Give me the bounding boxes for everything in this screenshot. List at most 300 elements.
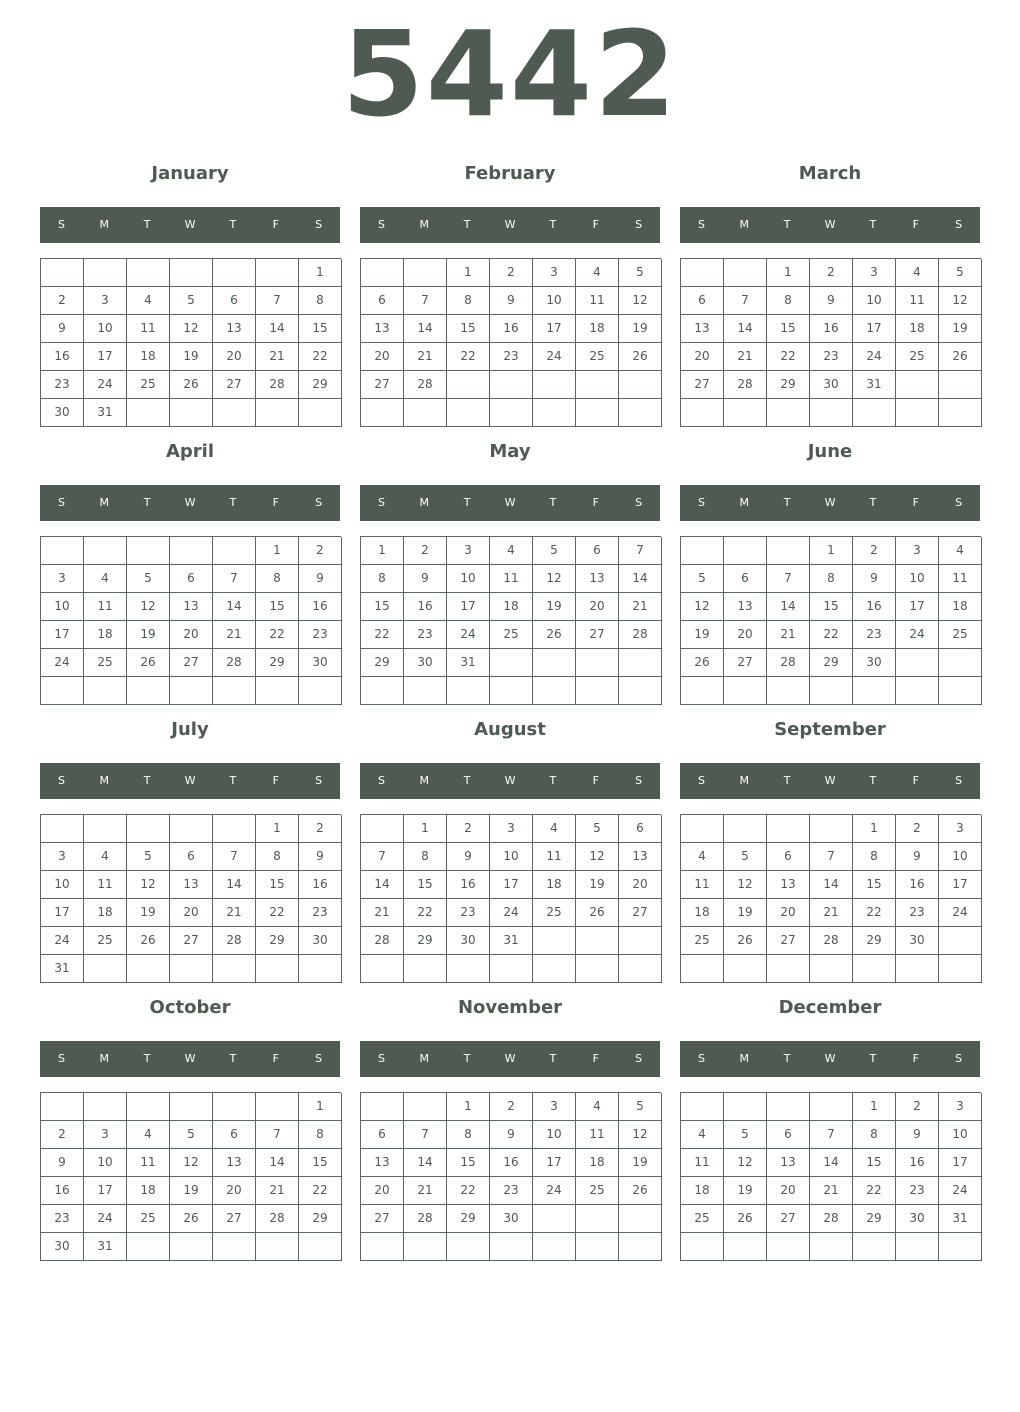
day-cell: 26 bbox=[576, 899, 619, 927]
empty-cell bbox=[576, 955, 619, 983]
day-cell: 2 bbox=[447, 815, 490, 843]
day-cell: 11 bbox=[533, 843, 576, 871]
weekday-label: S bbox=[57, 218, 65, 231]
day-cell: 25 bbox=[127, 1205, 170, 1233]
weekday-label: T bbox=[869, 496, 877, 509]
month-name: December bbox=[778, 997, 882, 1018]
day-cell: 10 bbox=[490, 843, 533, 871]
empty-cell bbox=[490, 1233, 533, 1261]
day-cell: 26 bbox=[724, 1205, 767, 1233]
weekday-label: F bbox=[592, 774, 599, 787]
day-cell: 31 bbox=[84, 399, 127, 427]
weekday-label: T bbox=[463, 1052, 471, 1065]
weekday-label: W bbox=[824, 774, 836, 787]
day-cell: 16 bbox=[299, 593, 342, 621]
weekday-label: T bbox=[143, 496, 151, 509]
empty-cell bbox=[404, 259, 447, 287]
day-cell: 3 bbox=[41, 565, 84, 593]
empty-cell bbox=[299, 955, 342, 983]
day-cell: 19 bbox=[170, 343, 213, 371]
weekday-label: T bbox=[549, 496, 557, 509]
empty-cell bbox=[127, 399, 170, 427]
weekday-label: S bbox=[955, 218, 963, 231]
weekday-label: T bbox=[463, 496, 471, 509]
day-cell: 19 bbox=[533, 593, 576, 621]
day-cell: 14 bbox=[767, 593, 810, 621]
weekday-label: F bbox=[912, 1052, 919, 1065]
day-grid bbox=[680, 536, 981, 705]
day-cell: 21 bbox=[213, 621, 256, 649]
day-cell: 1 bbox=[299, 1093, 342, 1121]
day-cell: 1 bbox=[853, 1093, 896, 1121]
day-cell: 20 bbox=[576, 593, 619, 621]
month-name: June bbox=[807, 441, 853, 462]
day-cell: 12 bbox=[170, 1149, 213, 1177]
empty-cell bbox=[299, 1233, 342, 1261]
day-cell: 20 bbox=[724, 621, 767, 649]
weekday-label: S bbox=[635, 218, 643, 231]
day-cell: 17 bbox=[490, 871, 533, 899]
weekday-label: S bbox=[57, 1052, 65, 1065]
empty-cell bbox=[724, 955, 767, 983]
day-cell: 23 bbox=[853, 621, 896, 649]
day-cell: 17 bbox=[939, 871, 982, 899]
day-cell: 21 bbox=[810, 1177, 853, 1205]
weekday-label: W bbox=[504, 218, 516, 231]
day-cell: 31 bbox=[84, 1233, 127, 1261]
weekday-label: M bbox=[99, 496, 110, 509]
weekday-label: M bbox=[99, 218, 110, 231]
weekday-label: M bbox=[419, 218, 430, 231]
day-cell: 9 bbox=[299, 843, 342, 871]
day-cell: 16 bbox=[41, 1177, 84, 1205]
day-cell: 10 bbox=[533, 287, 576, 315]
day-cell: 8 bbox=[361, 565, 404, 593]
empty-cell bbox=[170, 537, 213, 565]
empty-cell bbox=[127, 259, 170, 287]
day-cell: 2 bbox=[810, 259, 853, 287]
day-cell: 10 bbox=[41, 593, 84, 621]
day-cell: 17 bbox=[447, 593, 490, 621]
empty-cell bbox=[810, 399, 853, 427]
weekday-label: S bbox=[315, 218, 323, 231]
empty-cell bbox=[41, 815, 84, 843]
day-cell: 23 bbox=[447, 899, 490, 927]
day-cell: 20 bbox=[681, 343, 724, 371]
day-cell: 17 bbox=[84, 1177, 127, 1205]
day-cell: 24 bbox=[41, 927, 84, 955]
weekday-label: M bbox=[739, 218, 750, 231]
empty-cell bbox=[533, 371, 576, 399]
day-cell: 14 bbox=[213, 593, 256, 621]
day-cell: 5 bbox=[533, 537, 576, 565]
empty-cell bbox=[213, 259, 256, 287]
day-cell: 13 bbox=[361, 1149, 404, 1177]
weekday-label: F bbox=[272, 774, 279, 787]
day-cell: 24 bbox=[533, 343, 576, 371]
empty-cell bbox=[619, 371, 662, 399]
day-cell: 6 bbox=[767, 1121, 810, 1149]
empty-cell bbox=[361, 259, 404, 287]
day-cell: 17 bbox=[84, 343, 127, 371]
day-cell: 3 bbox=[939, 1093, 982, 1121]
day-cell: 22 bbox=[810, 621, 853, 649]
day-cell: 6 bbox=[213, 1121, 256, 1149]
empty-cell bbox=[767, 677, 810, 705]
empty-cell bbox=[767, 537, 810, 565]
day-cell: 19 bbox=[939, 315, 982, 343]
weekday-label: T bbox=[783, 496, 791, 509]
weekday-label: S bbox=[697, 774, 705, 787]
weekday-label: T bbox=[549, 774, 557, 787]
day-cell: 27 bbox=[724, 649, 767, 677]
day-cell: 20 bbox=[767, 899, 810, 927]
day-cell: 12 bbox=[681, 593, 724, 621]
day-cell: 23 bbox=[299, 899, 342, 927]
day-cell: 16 bbox=[41, 343, 84, 371]
empty-cell bbox=[767, 399, 810, 427]
empty-cell bbox=[170, 815, 213, 843]
day-cell: 9 bbox=[896, 1121, 939, 1149]
day-cell: 13 bbox=[213, 1149, 256, 1177]
day-cell: 22 bbox=[447, 343, 490, 371]
empty-cell bbox=[490, 649, 533, 677]
empty-cell bbox=[939, 955, 982, 983]
weekday-label: M bbox=[419, 1052, 430, 1065]
day-cell: 25 bbox=[127, 371, 170, 399]
empty-cell bbox=[619, 1205, 662, 1233]
empty-cell bbox=[41, 259, 84, 287]
empty-cell bbox=[213, 955, 256, 983]
day-cell: 3 bbox=[84, 1121, 127, 1149]
day-cell: 7 bbox=[404, 287, 447, 315]
day-cell: 1 bbox=[853, 815, 896, 843]
weekday-label: S bbox=[315, 496, 323, 509]
day-cell: 12 bbox=[127, 593, 170, 621]
empty-cell bbox=[724, 677, 767, 705]
day-cell: 24 bbox=[447, 621, 490, 649]
weekday-label: S bbox=[635, 774, 643, 787]
day-cell: 23 bbox=[490, 343, 533, 371]
day-cell: 5 bbox=[170, 1121, 213, 1149]
empty-cell bbox=[576, 927, 619, 955]
day-cell: 11 bbox=[576, 1121, 619, 1149]
month-name: October bbox=[149, 997, 231, 1018]
day-cell: 5 bbox=[724, 843, 767, 871]
day-cell: 25 bbox=[681, 1205, 724, 1233]
weekday-label: T bbox=[783, 774, 791, 787]
empty-cell bbox=[533, 677, 576, 705]
weekday-label: F bbox=[912, 774, 919, 787]
day-cell: 20 bbox=[361, 1177, 404, 1205]
empty-cell bbox=[84, 259, 127, 287]
weekday-header bbox=[40, 485, 340, 521]
day-cell: 22 bbox=[853, 1177, 896, 1205]
day-cell: 30 bbox=[447, 927, 490, 955]
weekday-label: S bbox=[315, 1052, 323, 1065]
day-cell: 2 bbox=[299, 537, 342, 565]
day-cell: 20 bbox=[213, 343, 256, 371]
weekday-header bbox=[680, 763, 980, 799]
day-grid bbox=[360, 536, 661, 705]
day-cell: 8 bbox=[853, 1121, 896, 1149]
empty-cell bbox=[533, 649, 576, 677]
empty-cell bbox=[619, 1233, 662, 1261]
day-cell: 14 bbox=[810, 1149, 853, 1177]
day-cell: 30 bbox=[299, 927, 342, 955]
day-cell: 20 bbox=[767, 1177, 810, 1205]
day-cell: 13 bbox=[213, 315, 256, 343]
day-cell: 18 bbox=[490, 593, 533, 621]
day-cell: 30 bbox=[896, 927, 939, 955]
day-cell: 3 bbox=[853, 259, 896, 287]
day-cell: 9 bbox=[896, 843, 939, 871]
day-cell: 7 bbox=[361, 843, 404, 871]
day-cell: 3 bbox=[41, 843, 84, 871]
empty-cell bbox=[939, 371, 982, 399]
day-cell: 10 bbox=[939, 1121, 982, 1149]
day-cell: 13 bbox=[576, 565, 619, 593]
day-cell: 28 bbox=[213, 927, 256, 955]
weekday-header bbox=[40, 207, 340, 243]
day-cell: 14 bbox=[619, 565, 662, 593]
day-cell: 24 bbox=[896, 621, 939, 649]
empty-cell bbox=[170, 1233, 213, 1261]
day-cell: 6 bbox=[213, 287, 256, 315]
day-cell: 12 bbox=[619, 1121, 662, 1149]
empty-cell bbox=[896, 371, 939, 399]
day-cell: 13 bbox=[724, 593, 767, 621]
empty-cell bbox=[533, 1205, 576, 1233]
weekday-header bbox=[680, 485, 980, 521]
day-cell: 25 bbox=[533, 899, 576, 927]
day-cell: 21 bbox=[810, 899, 853, 927]
month-name: May bbox=[489, 441, 531, 462]
day-cell: 24 bbox=[84, 371, 127, 399]
day-cell: 4 bbox=[939, 537, 982, 565]
day-cell: 12 bbox=[127, 871, 170, 899]
day-cell: 16 bbox=[896, 871, 939, 899]
empty-cell bbox=[213, 1233, 256, 1261]
day-cell: 8 bbox=[299, 1121, 342, 1149]
day-cell: 9 bbox=[41, 315, 84, 343]
weekday-label: S bbox=[377, 1052, 385, 1065]
day-cell: 11 bbox=[127, 315, 170, 343]
day-cell: 18 bbox=[681, 899, 724, 927]
day-cell: 31 bbox=[853, 371, 896, 399]
day-cell: 2 bbox=[896, 815, 939, 843]
empty-cell bbox=[681, 537, 724, 565]
weekday-label: W bbox=[184, 774, 196, 787]
day-cell: 4 bbox=[681, 843, 724, 871]
day-cell: 18 bbox=[681, 1177, 724, 1205]
day-grid bbox=[360, 1092, 661, 1261]
empty-cell bbox=[533, 955, 576, 983]
weekday-label: T bbox=[869, 774, 877, 787]
weekday-label: S bbox=[377, 496, 385, 509]
weekday-label: S bbox=[955, 1052, 963, 1065]
day-cell: 23 bbox=[41, 371, 84, 399]
weekday-label: W bbox=[504, 1052, 516, 1065]
day-cell: 7 bbox=[404, 1121, 447, 1149]
day-cell: 18 bbox=[84, 899, 127, 927]
empty-cell bbox=[576, 399, 619, 427]
day-cell: 14 bbox=[810, 871, 853, 899]
day-cell: 5 bbox=[681, 565, 724, 593]
empty-cell bbox=[724, 259, 767, 287]
day-cell: 21 bbox=[404, 343, 447, 371]
day-cell: 30 bbox=[299, 649, 342, 677]
empty-cell bbox=[256, 399, 299, 427]
empty-cell bbox=[576, 371, 619, 399]
day-cell: 22 bbox=[256, 621, 299, 649]
day-cell: 6 bbox=[619, 815, 662, 843]
weekday-label: F bbox=[592, 496, 599, 509]
day-cell: 12 bbox=[619, 287, 662, 315]
empty-cell bbox=[619, 927, 662, 955]
day-cell: 13 bbox=[681, 315, 724, 343]
empty-cell bbox=[404, 399, 447, 427]
empty-cell bbox=[256, 259, 299, 287]
day-cell: 30 bbox=[853, 649, 896, 677]
day-cell: 14 bbox=[256, 1149, 299, 1177]
empty-cell bbox=[681, 399, 724, 427]
weekday-label: W bbox=[184, 218, 196, 231]
empty-cell bbox=[84, 955, 127, 983]
empty-cell bbox=[681, 955, 724, 983]
empty-cell bbox=[939, 927, 982, 955]
day-cell: 5 bbox=[127, 565, 170, 593]
weekday-label: S bbox=[955, 774, 963, 787]
day-cell: 7 bbox=[256, 287, 299, 315]
day-cell: 7 bbox=[767, 565, 810, 593]
day-cell: 19 bbox=[681, 621, 724, 649]
day-cell: 8 bbox=[256, 565, 299, 593]
empty-cell bbox=[213, 399, 256, 427]
empty-cell bbox=[767, 955, 810, 983]
day-cell: 28 bbox=[619, 621, 662, 649]
day-cell: 9 bbox=[299, 565, 342, 593]
day-cell: 10 bbox=[896, 565, 939, 593]
empty-cell bbox=[127, 677, 170, 705]
day-cell: 20 bbox=[361, 343, 404, 371]
empty-cell bbox=[41, 677, 84, 705]
day-cell: 11 bbox=[939, 565, 982, 593]
day-cell: 13 bbox=[170, 593, 213, 621]
day-cell: 2 bbox=[853, 537, 896, 565]
day-cell: 21 bbox=[767, 621, 810, 649]
day-cell: 1 bbox=[256, 537, 299, 565]
day-cell: 2 bbox=[490, 1093, 533, 1121]
day-cell: 19 bbox=[576, 871, 619, 899]
day-cell: 10 bbox=[84, 315, 127, 343]
day-cell: 24 bbox=[490, 899, 533, 927]
day-cell: 25 bbox=[576, 343, 619, 371]
empty-cell bbox=[619, 955, 662, 983]
day-cell: 10 bbox=[84, 1149, 127, 1177]
day-cell: 22 bbox=[447, 1177, 490, 1205]
day-cell: 28 bbox=[404, 1205, 447, 1233]
empty-cell bbox=[533, 927, 576, 955]
empty-cell bbox=[170, 955, 213, 983]
day-cell: 26 bbox=[127, 649, 170, 677]
day-cell: 7 bbox=[724, 287, 767, 315]
month-name: July bbox=[171, 719, 209, 740]
empty-cell bbox=[127, 537, 170, 565]
day-cell: 23 bbox=[490, 1177, 533, 1205]
day-cell: 3 bbox=[533, 1093, 576, 1121]
day-cell: 5 bbox=[724, 1121, 767, 1149]
day-cell: 30 bbox=[810, 371, 853, 399]
day-cell: 13 bbox=[619, 843, 662, 871]
empty-cell bbox=[619, 399, 662, 427]
day-cell: 18 bbox=[896, 315, 939, 343]
empty-cell bbox=[533, 1233, 576, 1261]
day-cell: 24 bbox=[41, 649, 84, 677]
day-cell: 1 bbox=[810, 537, 853, 565]
day-cell: 26 bbox=[681, 649, 724, 677]
day-cell: 15 bbox=[256, 871, 299, 899]
day-cell: 28 bbox=[810, 1205, 853, 1233]
day-grid bbox=[680, 1092, 981, 1261]
empty-cell bbox=[256, 677, 299, 705]
empty-cell bbox=[767, 815, 810, 843]
day-cell: 5 bbox=[127, 843, 170, 871]
day-cell: 29 bbox=[853, 1205, 896, 1233]
empty-cell bbox=[853, 677, 896, 705]
day-cell: 25 bbox=[681, 927, 724, 955]
day-cell: 18 bbox=[533, 871, 576, 899]
empty-cell bbox=[41, 1093, 84, 1121]
empty-cell bbox=[361, 399, 404, 427]
day-cell: 27 bbox=[361, 371, 404, 399]
weekday-label: M bbox=[419, 496, 430, 509]
day-cell: 16 bbox=[896, 1149, 939, 1177]
empty-cell bbox=[361, 677, 404, 705]
day-cell: 18 bbox=[576, 1149, 619, 1177]
empty-cell bbox=[681, 677, 724, 705]
empty-cell bbox=[896, 677, 939, 705]
empty-cell bbox=[84, 677, 127, 705]
day-cell: 10 bbox=[447, 565, 490, 593]
empty-cell bbox=[84, 1093, 127, 1121]
day-cell: 8 bbox=[810, 565, 853, 593]
weekday-label: M bbox=[99, 774, 110, 787]
day-cell: 3 bbox=[533, 259, 576, 287]
day-cell: 30 bbox=[404, 649, 447, 677]
day-cell: 8 bbox=[299, 287, 342, 315]
day-cell: 7 bbox=[213, 843, 256, 871]
day-cell: 16 bbox=[810, 315, 853, 343]
day-cell: 29 bbox=[447, 1205, 490, 1233]
day-cell: 29 bbox=[853, 927, 896, 955]
day-cell: 24 bbox=[939, 899, 982, 927]
day-cell: 11 bbox=[127, 1149, 170, 1177]
day-cell: 31 bbox=[490, 927, 533, 955]
weekday-label: T bbox=[229, 1052, 237, 1065]
day-cell: 25 bbox=[84, 927, 127, 955]
day-cell: 14 bbox=[361, 871, 404, 899]
day-cell: 17 bbox=[41, 899, 84, 927]
day-cell: 26 bbox=[724, 927, 767, 955]
empty-cell bbox=[361, 815, 404, 843]
day-cell: 10 bbox=[533, 1121, 576, 1149]
day-cell: 14 bbox=[404, 1149, 447, 1177]
day-cell: 6 bbox=[724, 565, 767, 593]
day-grid bbox=[680, 814, 981, 983]
day-cell: 27 bbox=[767, 927, 810, 955]
day-cell: 11 bbox=[84, 593, 127, 621]
